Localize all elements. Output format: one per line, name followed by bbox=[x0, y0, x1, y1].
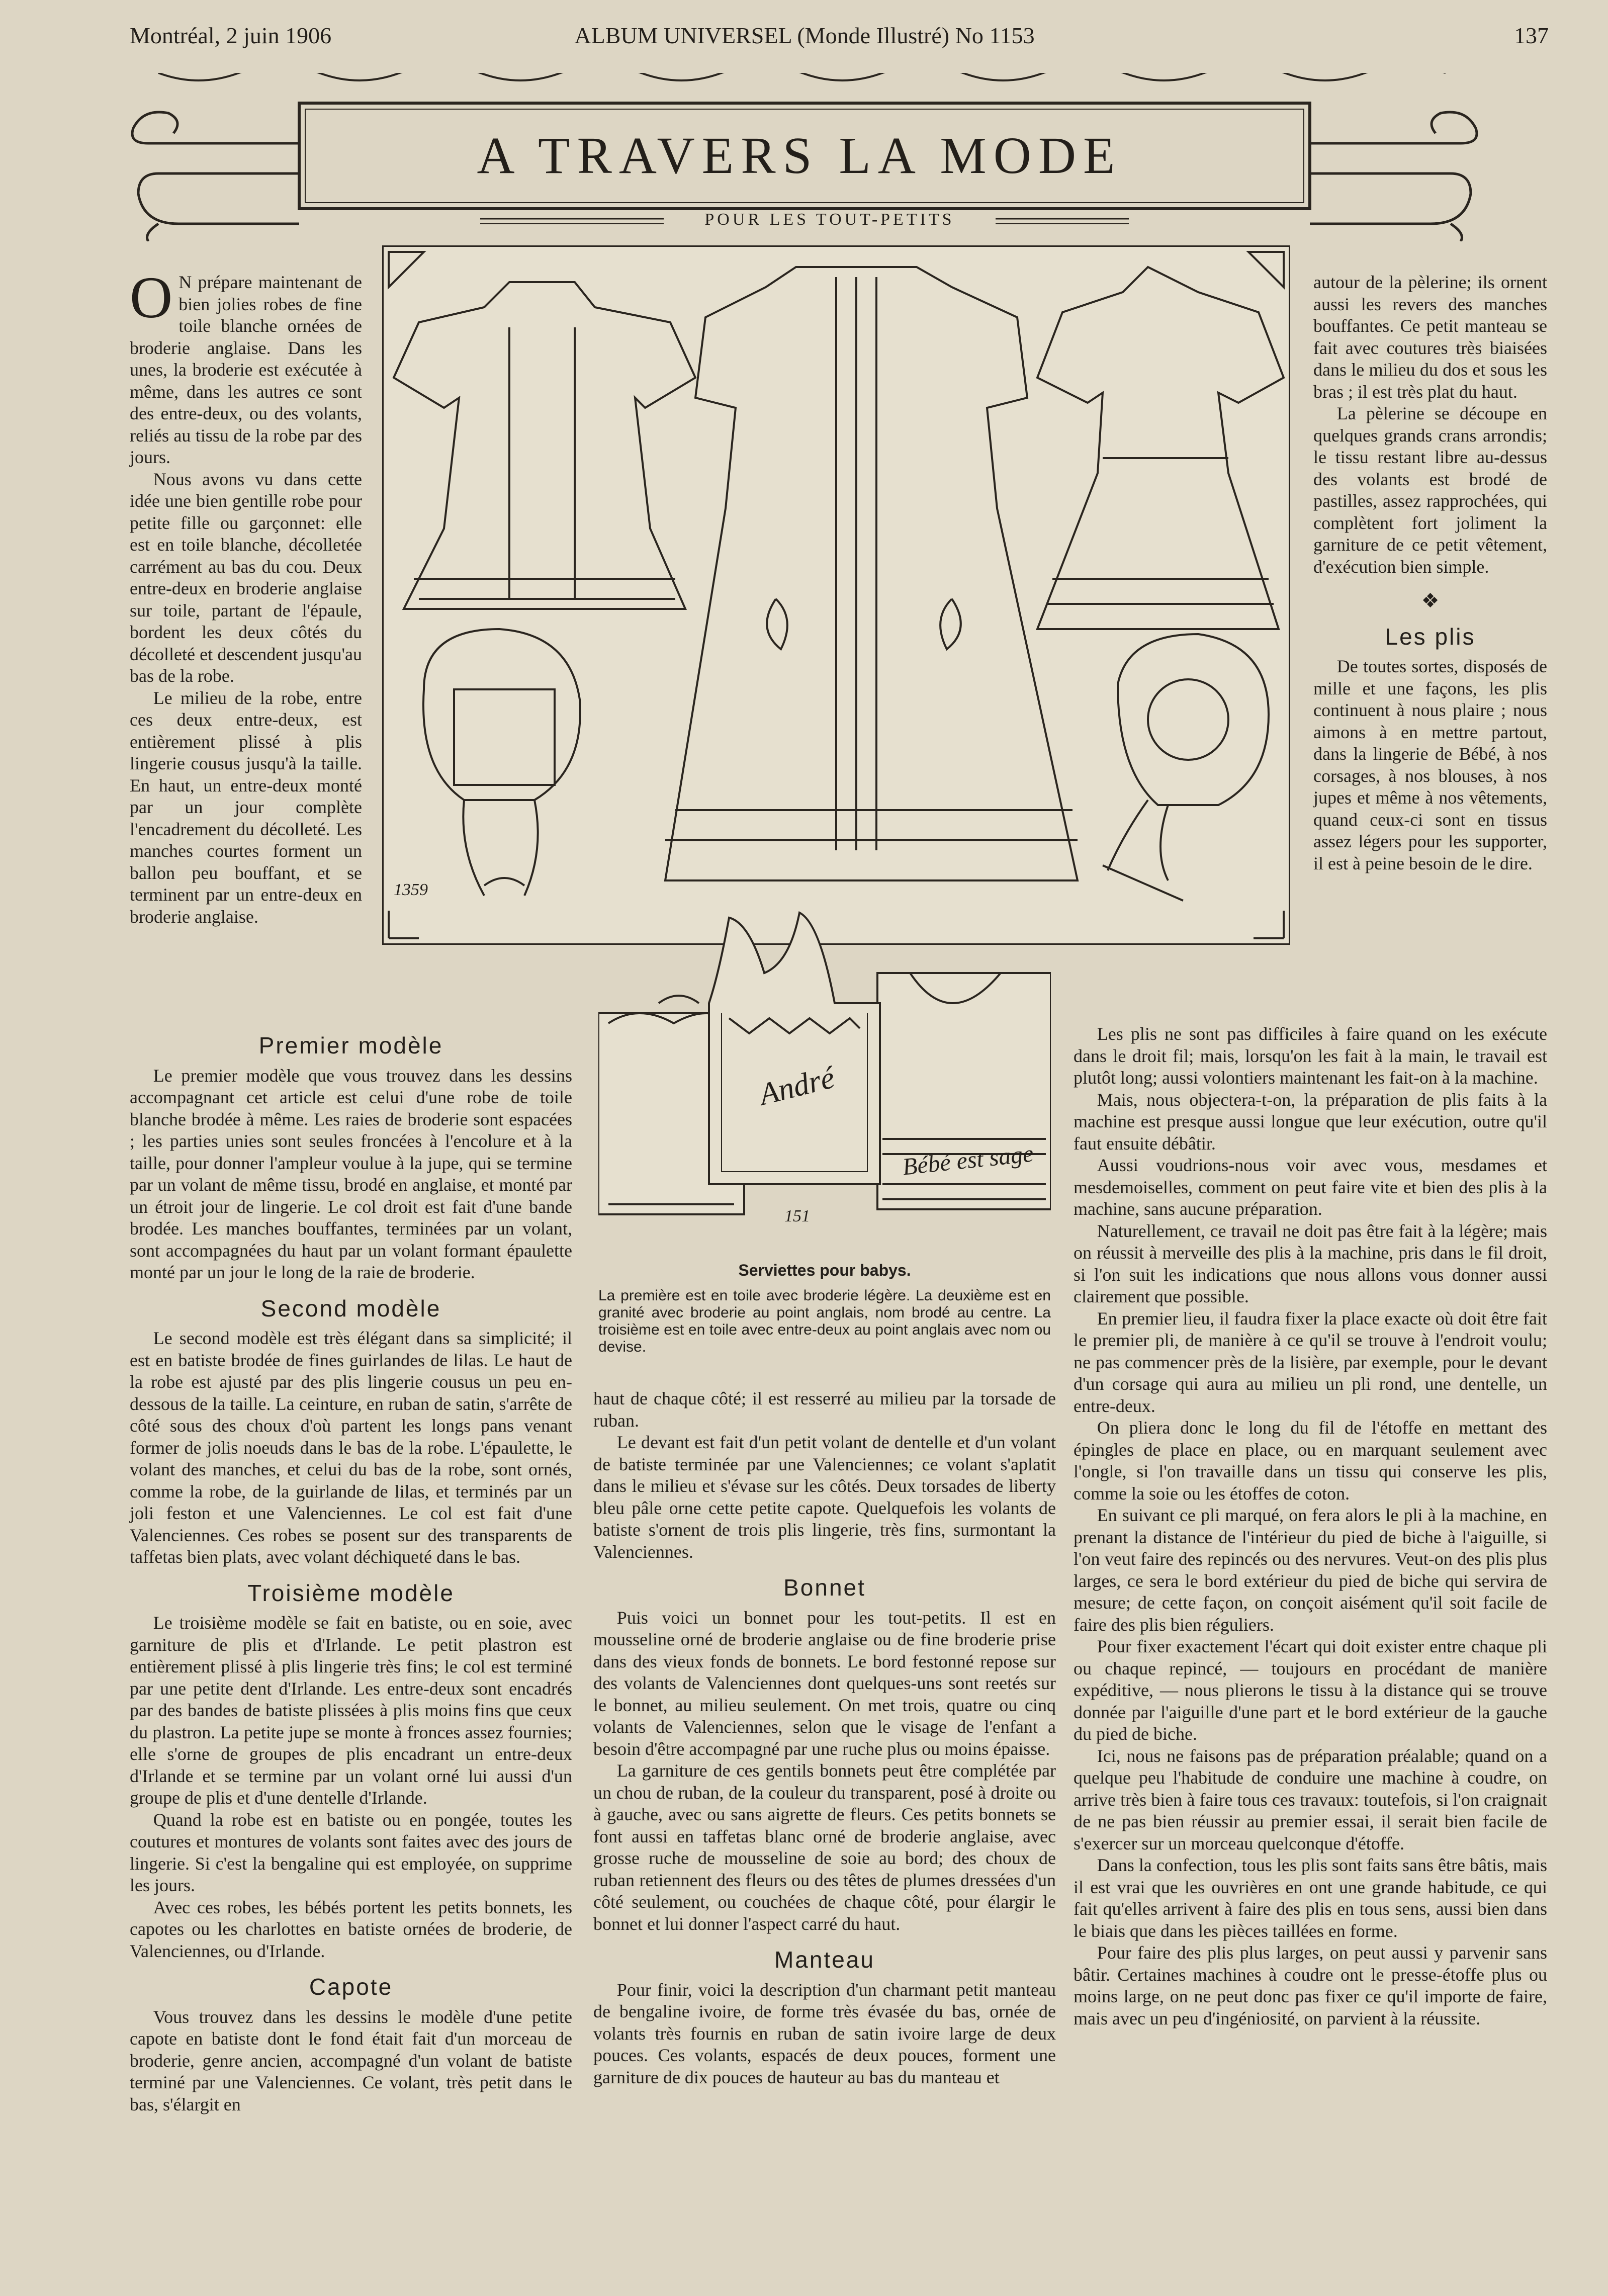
paragraph-plis-11: Dans la confection, tous les plis sont faits sans être bâtis, mais il est vrai que les ouvrières en ont une grande habitude, ce qui fait qu'elles arrivent à faire des plis en tous sens, aussi bien dans le biais que dans les pièces taillées en forme. bbox=[1074, 1855, 1547, 1941]
caption-title: Serviettes pour babys. bbox=[738, 1261, 911, 1279]
paragraph-premier-modele: Le premier modèle que vous trouvez dans les dessins accompagnant cet article est celui d'une robe de toile blanche brodée à même. Les raies de broderie sont espacées ; les parties unies sont seules froncées à l'encolure et à la taille, pour donner l'ampleur voulue à la jupe, qui se termine par un volant de même tissu, brodé en anglaise, et monté par un étroit jour de lingerie. Le col droit est fait d'une bande brodée. Les manches bouffantes, terminées par un volant, sont accompagnées du haut par un volant formant épaulette monté par un jour le long de la raie de broderie. bbox=[130, 1065, 572, 1282]
heading-troisieme-modele: Troisième modèle bbox=[247, 1579, 455, 1606]
paragraph-troisieme-modele-1: Le troisième modèle se fait en batiste, ou en soie, avec garniture de plis et d'Irlande. Le petit plastron est entièrement plissé à plis lingerie très fins; le col est terminé par une petite dent d'Irlande. Les entre-deux sont encadrés par des bandes de batiste plissées à plis moins fins que ceux du plastron. La petite jupe se monte à fronces assez fournies; elle s'orne de groupes de plis encadrant un entre-deux d'Irlande et se termine par un volant orné lui aussi d'un groupe de plis et d'une dentelle d'Irlande. bbox=[130, 1613, 572, 1808]
bib-name-andre: André bbox=[756, 1060, 838, 1112]
heading-capote: Capote bbox=[309, 1974, 393, 2000]
paragraph-capote-continued: haut de chaque côté; il est resserré au milieu par la torsade de ruban. bbox=[593, 1388, 1056, 1431]
paragraph-troisieme-modele-3: Avec ces robes, les bébés portent les petits bonnets, les capotes ou les charlottes en batiste ornées de broderie, de Valenciennes, ou d'Irlande. bbox=[130, 1897, 572, 1961]
paragraph-plis-5: Naturellement, ce travail ne doit pas être fait à la légère; mais on réussit à merveille des plis à la machine, pris dans le fil droit, si l'on suit les indications que nous allons vous donner aussi clairement que possible. bbox=[1074, 1220, 1547, 1306]
column-1-intro bbox=[130, 264, 362, 928]
drop-cap: O bbox=[130, 264, 173, 330]
paragraph-plis-3: Mais, nous objectera-t-on, la préparation de plis faits à la machine est presque aussi longue que leur exécution, outre qu'il faut ensuite débâtir. bbox=[1074, 1089, 1547, 1154]
section-ornament: ❖ bbox=[1421, 589, 1440, 612]
paragraph-manteau: Pour finir, voici la description d'un charmant petit manteau de bengaline ivoire, de forme très évasée du bas, ornée de volants très fournis en ruban de satin ivoire large de deux pouces. Ces volants, espacés de deux pouces, forment une garniture de dix pouces de hauteur au bas du manteau et bbox=[593, 1979, 1056, 2087]
heading-bonnet: Bonnet bbox=[783, 1574, 866, 1601]
column-2 bbox=[593, 1388, 1056, 2088]
paragraph-plis-10: Ici, nous ne faisons pas de préparation préalable; quand on a quelque peu l'habitude de conduire une machine à coudre, on arrive très bien à faire tous ces travaux: toutefois, si l'on craignait de ne pas bien réussir au premier essai, il serait bien facile de s'exercer sur un morceau quelconque d'étoffe. bbox=[1074, 1745, 1547, 1853]
column-3-top bbox=[1313, 272, 1547, 874]
page-subtitle: POUR LES TOUT-PETITS bbox=[664, 210, 996, 229]
fashion-plate-illustration bbox=[382, 245, 1290, 945]
paragraph-capote: Vous trouvez dans les dessins le modèle d'une petite capote en batiste dont le fond était fait d'un morceau de broderie, genre ancien, accompagné d'un volant de batiste terminé par une Valenciennes. Ce volant, très petit dans le bas, s'élargit en bbox=[130, 2006, 572, 2114]
paragraph-plis-intro: De toutes sortes, disposés de mille et une façons, les plis continuent à nous plaire ; nous aimons à en mettre partout, dans la lingerie de Bébé, à nos corsages, à nos blouses, à nos jupes et même à nos vêtements, quand ceux-ci sont en tissus assez légers pour les supporter, il est à peine besoin de le dire. bbox=[1313, 656, 1547, 873]
bibs-illustration bbox=[598, 903, 1051, 1234]
header-page-number: 137 bbox=[1514, 23, 1549, 48]
plate-number: 1359 bbox=[394, 880, 428, 899]
paragraph-plis-12: Pour faire des plis plus larges, on peut aussi y parvenir sans bâtir. Certaines machines à coudre ont le presse-étoffe plus ou moins large, on ne peut donc pas fixer ce qu'il importe de faire, mais avec un peu d'ingéniosité, on parvient à la réussite. bbox=[1074, 1942, 1547, 2028]
header-date: Montréal, 2 juin 1906 bbox=[130, 23, 332, 48]
heading-manteau: Manteau bbox=[774, 1947, 875, 1973]
paragraph-bonnet-1: Puis voici un bonnet pour les tout-petits. Il est en mousseline orné de broderie anglaise ou de fine broderie prise dans des vieux fonds de bonnets. Le bord festonné repose sur des volants de Valenciennes dont quelques-uns sont reetés sur le bonnet, au milieu seulement. On met trois, quatre ou cinq volants de Valenciennes, selon que le visage de l'enfant a besoin d'être accompagné par une ruche plus ou moins épaisse. bbox=[593, 1607, 1056, 1759]
paragraph-plis-4: Aussi voudrions-nous voir avec vous, mesdames et mesdemoiselles, comment on peut faire vite et bien des plis à la machine, sans aucune préparation. bbox=[1074, 1155, 1547, 1219]
heading-les-plis: Les plis bbox=[1385, 623, 1476, 650]
bib-motto: Bébé est sage bbox=[901, 1140, 1035, 1181]
paragraph-bonnet-2: La garniture de ces gentils bonnets peut être complétée par un chou de ruban, de la couleur du transparent, posé à droite ou à gauche, avec ou sans aigrette de fleurs. Ces petits bonnets se font aussi en taffetas blanc orné de broderie anglaise, avec grosse ruche de mousseline de soie au bord; des choux de ruban retiennent des fleurs ou des têtes de plumes dressées d'un côté seulement, ou couchées de chaque côté, pour élargir le bonnet et lui donner l'aspect carré du haut. bbox=[593, 1760, 1056, 1934]
heading-second-modele: Second modèle bbox=[260, 1295, 441, 1321]
paragraph-second-modele: Le second modèle est très élégant dans sa simplicité; il est en batiste brodée de fines guirlandes de lilas. Le haut de la robe est ajusté par des plis lingerie cousus un peu en-dessous de la taille. La ceinture, en ruban de satin, s'arrête de côté sous des choux d'où partent les longs pans venant former de jolis noeuds dans le bas de la robe. L'épaulette, le volant des manches, et celui du bas de la robe, sont ornés, comme la robe, de la guirlande de lilas, et terminés par un joli feston et une Valenciennes. Le col est fait d'une Valenciennes. Ces robes se posent sur des transparents de taffetas bien plats, avec volant déchiqueté dans le bas. bbox=[130, 1328, 572, 1567]
dresses-drawing bbox=[384, 247, 1289, 943]
paragraph-manteau-continued: autour de la pèlerine; ils ornent aussi les revers des manches bouffantes. Ce petit manteau se fait avec coutures très biaisées dans le milieu du dos et sous les bras ; il est très plat du haut. bbox=[1313, 272, 1547, 402]
bib-figure-number: 151 bbox=[784, 1207, 810, 1225]
column-1 bbox=[130, 1021, 572, 2115]
heading-premier-modele: Premier modèle bbox=[258, 1032, 443, 1058]
paragraph-plis-7: On pliera donc le long du fil de l'étoffe en mettant des épingles de place en place, ou en marquant seulement avec l'ongle, si l'on travaille dans un tissu qui conserve les plis, comme la soie ou les étoffes de coton. bbox=[1074, 1418, 1547, 1504]
header-publication: ALBUM UNIVERSEL (Monde Illustré) No 1153 bbox=[574, 23, 1035, 48]
intro-paragraph-2: Nous avons vu dans cette idée une bien gentille robe pour petite fille ou garçonnet: elle est en toile blanche, décolletée carrément au bas du cou. Deux entre-deux en broderie anglaise sur toile, partant de l'épaule, bordent les deux côtés du décolleté et descendent jusqu'au bas de la robe. bbox=[130, 469, 362, 686]
paragraph-plis-9: Pour fixer exactement l'écart qui doit exister entre chaque pli ou chaque repincé, — toujours en procédant de manière expéditive, — nous plierons le tissu à la distance qui se trouve donnée par l'aiguille d'une part et le bord extérieur de la gauche du pied de biche. bbox=[1074, 1636, 1547, 1744]
paragraph-troisieme-modele-2: Quand la robe est en batiste ou en pongée, toutes les coutures et montures de volants sont faites avec des jours de lingerie. Si c'est la bengaline qui est employée, on supprime les jours. bbox=[130, 1809, 572, 1895]
paragraph-plis-2: Les plis ne sont pas difficiles à faire quand on les exécute dans le droit fil; mais, lorsqu'on les fait à la main, le travail est plutôt long; aussi volontiers maintenant les fait-on à la machine. bbox=[1074, 1024, 1547, 1088]
column-3 bbox=[1074, 1023, 1547, 2029]
caption-text: La première est en toile avec broderie légère. La deuxième est en granité avec broderie au point anglais, nom brodé au centre. La troisième est en toile avec entre-deux au point anglais avec nom ou devise. bbox=[598, 1287, 1051, 1355]
paragraph-capote-devant: Le devant est fait d'un petit volant de dentelle et d'un volant de batiste terminée par une Valenciennes; ce volant s'aplatit dans le milieu et s'évase sur les côtés. Deux torsades de liberty bleu pâle orne cette petite capote. Quelquefois les volants de batiste s'ornent de trois plis lingerie, très fins, surmontant la Valenciennes. bbox=[593, 1432, 1056, 1562]
page-title: A TRAVERS LA MODE bbox=[477, 127, 1122, 185]
paragraph-plis-6: En premier lieu, il faudra fixer la place exacte où doit être fait le premier pli, de manière à ce qu'il se trouve à l'endroit voulu; ne pas commencer près de la lisière, par exemple, pour le devant d'un corsage qui aura au milieu un pli rond, une dentelle, un entre-deux. bbox=[1074, 1308, 1547, 1416]
intro-paragraph-3: Le milieu de la robe, entre ces deux entre-deux, est entièrement plissé à plis lingerie cousus jusqu'à la taille. En haut, un entre-deux monté par un jour complète l'encadrement du décolleté. Les manches courtes forment un ballon peu bouffant, et se terminent par un entre-deux en broderie anglaise. bbox=[130, 687, 362, 927]
paragraph-plis-8: En suivant ce pli marqué, on fera alors le pli à la machine, en prenant la distance de l'intérieur du pied de biche à l'aiguille, si l'on veut faire des repincés ou des nervures. Veut-on des plis plus larges, ce sera le bord extérieur du pied de biche qui servira de mesure; de cette façon, on conçoit aisément qu'il soit facile de faire des plis bien réguliers. bbox=[1074, 1505, 1547, 1635]
intro-paragraph-1: N prépare maintenant de bien jolies robes de fine toile blanche ornées de broderie anglaise. Dans les unes, la broderie est exécutée à même, dans les autres ce sont des entre-deux, ou des volants, reliés au tissu de la robe par des jours. bbox=[130, 272, 362, 467]
paragraph-pelerine: La pèlerine se découpe en quelques grands crans arrondis; le tissu restant libre au-dessus des volants est brodé de pastilles, assez rapprochées, qui complètent fort joliment la garniture de ce petit vêtement, d'exécution bien simple. bbox=[1313, 403, 1547, 577]
